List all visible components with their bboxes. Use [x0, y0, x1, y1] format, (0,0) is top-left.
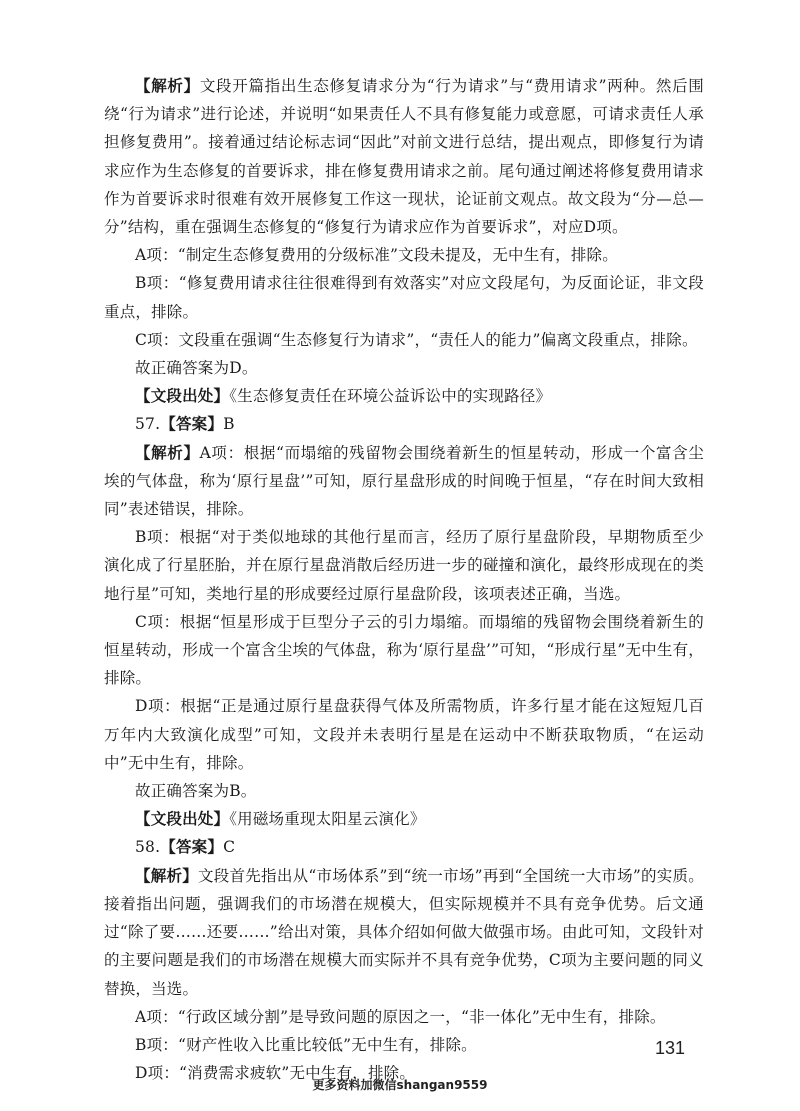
q57-option-d: D项：根据“正是通过原行星盘获得气体及所需物质，许多行星才能在这短短几百万年内大致演化成型”可知，文段并未表明行星是在运动中不断获取物质，“在运动中”无中生有，排除。 — [104, 697, 704, 772]
q56-source — [104, 382, 704, 410]
question-number: 58. — [135, 838, 161, 857]
q58-option-d: D项：“消费需求疲软”无中生有，排除。 — [135, 1064, 416, 1083]
q57-option-c: C项：根据“恒星形成于巨型分子云的引力塌缩。而塌缩的残留物会围绕着新生的恒星转动，形成一个富含尘埃的气体盘，称为‘原行星盘’”可知，“形成行星”无中生有，排除。 — [104, 612, 704, 688]
analysis-text: 文段首先指出从“市场体系”到“统一市场”再到“全国统一大市场”的实质。接着指出问题，强调我们的市场潜在规模大，但实际规模并不具有竞争优势。后文通过“除了要……还要……”给出对策，具体介绍如何做大做强市场。由此可知，文段针对的主要问题是我们的市场潜在规模大而实际并不具有竞争优势，C项为主要问题的同义替换，当选。 — [104, 866, 704, 998]
page-body — [104, 72, 704, 1087]
answer-tag: 【答案】 — [160, 415, 224, 434]
source-tag: 【文段出处】 — [135, 810, 230, 829]
analysis-text: A项：根据“而塌缩的残留物会围绕着新生的恒星转动，形成一个富含尘埃的气体盘，称为‘原行星盘’”可知，原行星盘形成的时间晚于恒星，“存在时间大致相同”表述错误，排除。 — [104, 443, 704, 519]
q58-answer — [104, 833, 704, 861]
answer-tag: 【答案】 — [160, 838, 224, 857]
q58-option-a: A项：“行政区域分割”是导致问题的原因之一，“非一体化”无中生有，排除。 — [135, 1007, 666, 1026]
q57-option-a — [104, 439, 704, 524]
q57-option-b: B项：根据“对于类似地球的其他行星而言，经历了原行星盘阶段，早期物质至少演化成了行星胚胎，并在原行星盘消散后经历进一步的碰撞和演化，最终形成现在的类地行星”可知，类地行星的形成要经过原行星盘阶段，该项表述正确，当选。 — [104, 528, 704, 603]
q58-option-b: B项：“财产性收入比重比较低”无中生有，排除。 — [135, 1035, 477, 1054]
q57-conclusion: 故正确答案为B。 — [135, 782, 257, 801]
q57-answer — [104, 410, 704, 438]
page-number: 131 — [654, 1038, 685, 1058]
q56-option-b: B项：“修复费用请求往往很难得到有效落实”对应文段尾句，为反面论证，非文段重点，排除。 — [104, 274, 704, 321]
q56-analysis — [104, 72, 704, 241]
q58-analysis — [104, 862, 704, 1003]
source-text: 《生态修复责任在环境公益诉讼中的实现路径》 — [229, 387, 552, 406]
analysis-text: 文段开篇指出生态修复请求分为“行为请求”与“费用请求”两种。然后围绕“行为请求”进行论述，并说明“如果责任人不具有修复能力或意愿，可请求责任人承担修复费用”。接着通过结论标志词“因此”对前文进行总结，提出观点，即修复行为请求应作为生态修复的首要诉求，排在修复费用请求之前。尾句通过阐述将修复费用请求作为首要诉求时很难有效开展修复工作这一现状，论证前文观点。故文段为“分—总—分”结构，重在强调生态修复的“修复行为请求应作为首要诉求”，对应D项。 — [104, 77, 704, 237]
analysis-tag: 【解析】 — [135, 866, 199, 885]
answer-value: B — [223, 415, 235, 434]
q56-option-a: A项：“制定生态修复费用的分级标准”文段未提及，无中生有，排除。 — [135, 246, 618, 265]
analysis-tag: 【解析】 — [135, 443, 200, 462]
footer-note: 更多资料加微信shangan9559 — [312, 1078, 488, 1092]
answer-value: C — [223, 838, 236, 857]
source-text: 《用磁场重现太阳星云演化》 — [229, 810, 426, 829]
question-number: 57. — [135, 415, 161, 434]
q56-conclusion: 故正确答案为D。 — [135, 359, 258, 378]
source-tag: 【文段出处】 — [135, 387, 230, 406]
q57-source — [104, 805, 704, 833]
analysis-tag: 【解析】 — [135, 77, 200, 95]
q56-option-c: C项：文段重在强调“生态修复行为请求”，“责任人的能力”偏离文段重点，排除。 — [135, 330, 698, 349]
